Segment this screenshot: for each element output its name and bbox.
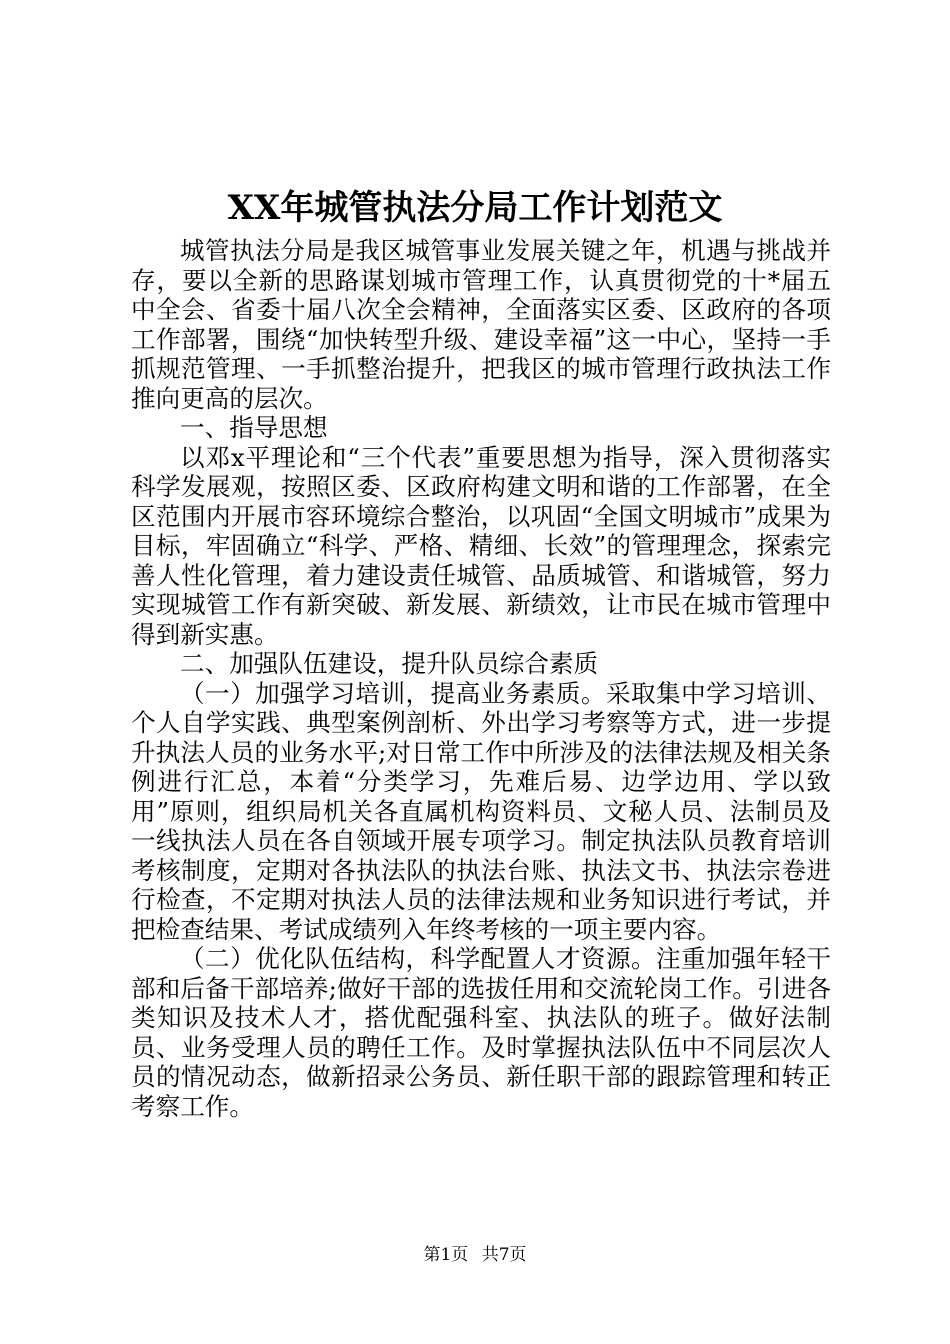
paragraph-training: （一）加强学习培训，提高业务素质。采取集中学习培训、个人自学实践、典型案例剖析、外出学习考察等方式，进一步提升执法人员的业务水平;对日常工作中所涉及的法律法规及相关条例进行汇总，本着“分类学习，先难后易、边学边用、学以致用”原则，组织局机关各直属机构资料员、文秘人员、法制员及一线执法人员在各自领域开展专项学习。制定执法队员教育培训考核制度，定期对各执法队的执法台账、执法文书、执法宗卷进行检查，不定期对执法人员的法律法规和业务知识进行考试，并把检查结果、考试成绩列入年终考核的一项主要内容。 (131, 678, 831, 944)
paragraph-guiding-thought: 以邓x平理论和“三个代表”重要思想为指导，深入贯彻落实科学发展观，按照区委、区政府构建文明和谐的工作部署，在全区范围内开展市容环境综合整治，以巩固“全国文明城市”成果为目标，牢固确立“科学、严格、精细、长效”的管理理念，探索完善人性化管理，着力建设责任城管、品质城管、和谐城管，努力实现城管工作有新突破、新发展、新绩效，让市民在城市管理中得到新实惠。 (131, 442, 831, 649)
page-total: 共7页 (481, 1245, 527, 1265)
section-heading-1: 一、指导思想 (180, 413, 328, 442)
document-title: XX年城管执法分局工作计划范文 (227, 188, 723, 228)
paragraph-intro: 城管执法分局是我区城管事业发展关键之年，机遇与挑战并存，要以全新的思路谋划城市管理工作，认真贯彻党的十*届五中全会、省委十届八次全会精神，全面落实区委、区政府的各项工作部署，围绕“加快转型升级、建设幸福”这一中心，坚持一手抓规范管理、一手抓整治提升，把我区的城市管理行政执法工作推向更高的层次。 (131, 236, 831, 413)
page-footer (0, 1240, 950, 1265)
page-number: 第1页 (423, 1245, 469, 1265)
document-body (131, 236, 831, 1121)
paragraph-structure: （二）优化队伍结构，科学配置人才资源。注重加强年轻干部和后备干部培养;做好干部的选拔任用和交流轮岗工作。引进各类知识及技术人才，搭优配强科室、执法队的班子。做好法制员、业务受理人员的聘任工作。及时掌握执法队伍中不同层次人员的情况动态，做新招录公务员、新任职干部的跟踪管理和转正考察工作。 (131, 944, 831, 1121)
section-heading-2: 二、加强队伍建设，提升队员综合素质 (180, 649, 599, 678)
